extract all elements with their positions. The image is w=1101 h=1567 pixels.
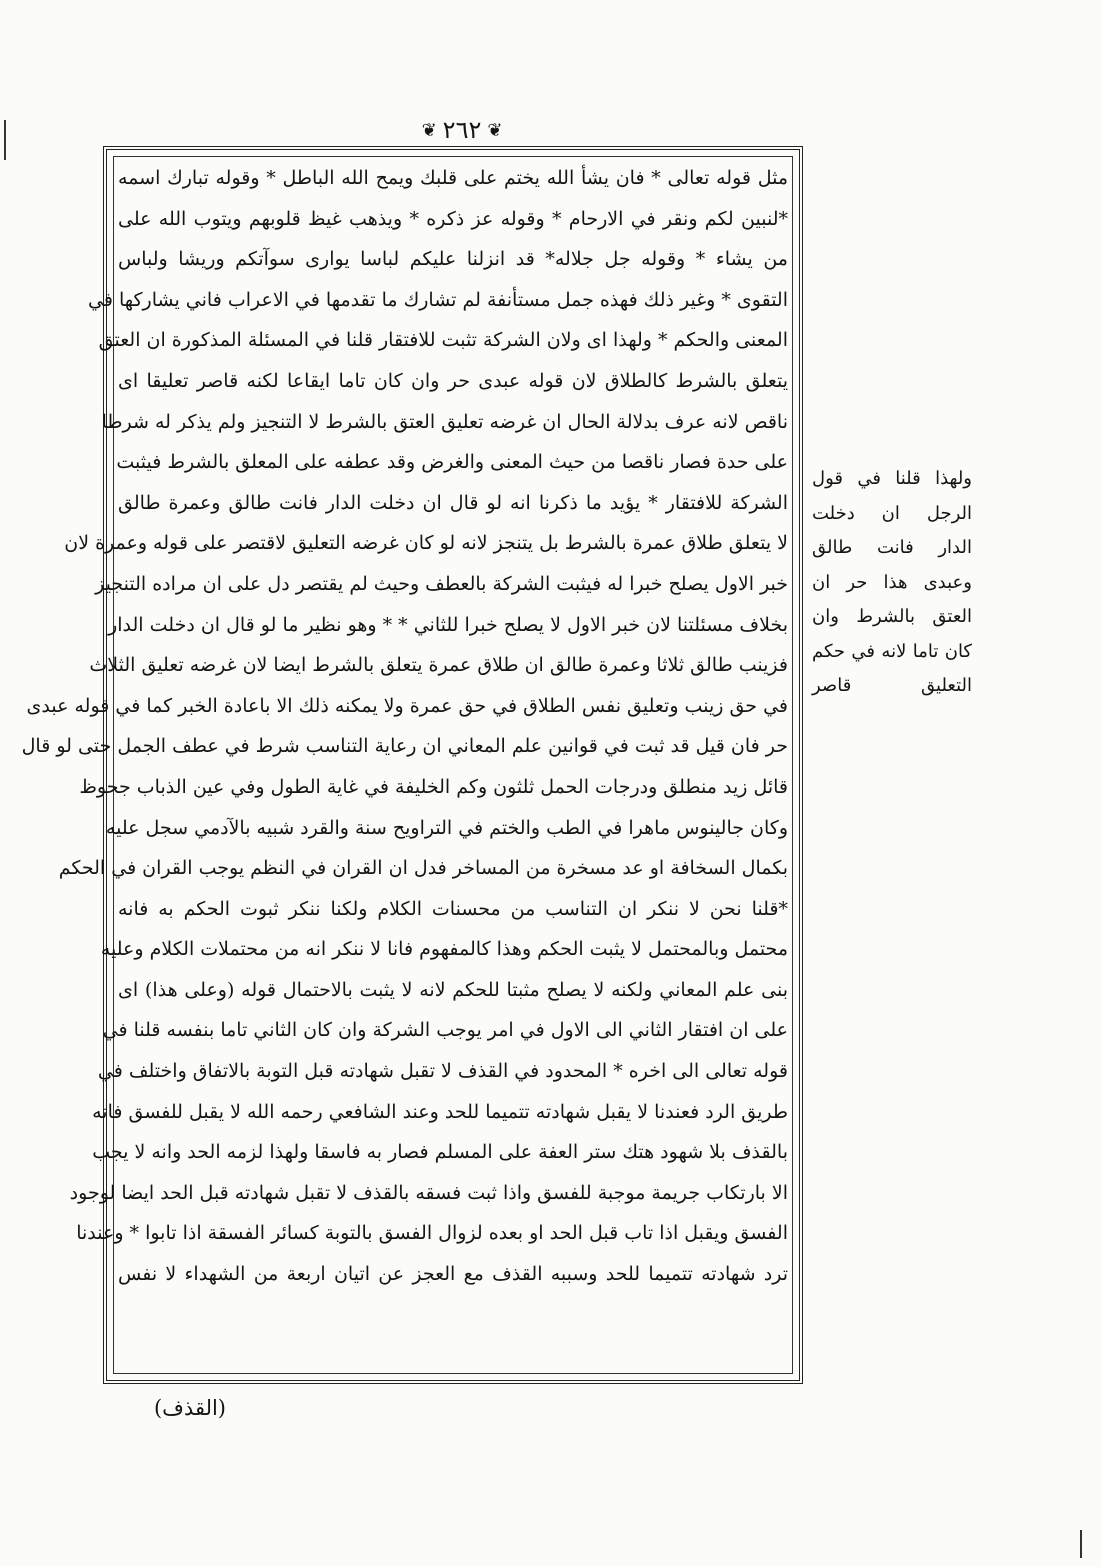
text-line: ناقص لانه عرف بدلالة الحال ان غرضه تعليق العتق بالشرط لا التنجيز ولم يذكر له شرطا — [101, 410, 788, 433]
text-line: *لنبين لكم ونقر في الارحام * وقوله عز ذكره * ويذهب غيظ قلوبهم ويتوب الله على — [118, 207, 788, 230]
ornament-right-icon: ❦ — [487, 119, 503, 141]
margin-note — [812, 462, 972, 704]
text-line: فزينب طالق ثلاثا وعمرة طالق ان طلاق عمرة يتعلق بالشرط ايضا لان غرضه تعليق الثلاث — [89, 654, 788, 677]
page-number-text: ٢٦٢ — [442, 116, 482, 144]
scan-edge-mark — [4, 120, 6, 160]
text-line: *قلنا نحن لا ننكر ان التناسب من محسنات الكلام ولكنا ننكر ثبوت الحكم به فانه — [118, 897, 788, 920]
text-line: ترد شهادته تتميما للحد وسببه القذف مع العجز عن اتيان اربعة من الشهداء لا نفس — [118, 1263, 788, 1286]
text-line: الفسق ويقبل اذا تاب قبل الحد او بعده لزوال الفسق بالتوبة كسائر الفسقة اذا تابوا * وعندنا — [76, 1222, 788, 1245]
text-line: المعنى والحكم * ولهذا اى ولان الشركة تثبت للافتقار قلنا في المسئلة المذكورة ان العتق — [98, 329, 788, 352]
text-line: محتمل وبالمحتمل لا يثبت الحكم وهذا كالمفهوم فانا لا ننكر انه من محتملات الكلام وعليه — [100, 938, 788, 961]
text-line: بخلاف مسئلتنا لان خبر الاول لا يصلح خبرا للثاني * * وهو نظير ما لو قال ان دخلت الدار — [108, 613, 788, 636]
margin-note-line: ولهذا قلنا في قول — [812, 468, 972, 489]
text-line: بكمال السخافة او عد مسخرة من المساخر فدل ان القران في النظم يوجب القران في الحكم — [58, 857, 788, 880]
text-line: الشركة للافتقار * يؤيد ما ذكرنا انه لو قال ان دخلت الدار فانت طالق وعمرة طالق — [118, 491, 788, 514]
margin-note-line: وعبدى هذا حر ان — [812, 571, 972, 593]
main-text-body — [21, 158, 788, 1376]
text-line: حر فان قيل قد ثبت في قوانين علم المعاني ان رعاية التناسب شرط في عطف الجمل حتى لو قال — [21, 735, 788, 758]
margin-note-line: الرجل ان دخلت — [812, 502, 972, 524]
ornament-left-icon: ❦ — [421, 119, 437, 141]
text-line: بنى علم المعاني ولكنه لا يصلح مثبتا للحكم لانه لا يثبت بالاحتمال قوله (وعلى هذا) اى — [118, 978, 788, 1001]
margin-note-line: العتق بالشرط وان — [812, 606, 972, 627]
margin-note-line: التعليق قاصر — [812, 675, 972, 696]
text-line: قائل زيد منطلق ودرجات الحمل ثلثون وكم الخليفة في غاية الطول وفي عين الذباب جحوظ — [79, 775, 788, 798]
page-number — [412, 112, 512, 148]
text-line: التقوى * وغير ذلك فهذه جمل مستأنفة لم تشارك ما تقدمها في الاعراب فاني يشاركها في — [88, 288, 788, 311]
text-line: يتعلق بالشرط كالطلاق لان قوله عبدى حر وان كان تاما ايقاعا لكنه قاصر تعليقا اى — [118, 369, 788, 392]
text-line: طريق الرد فعندنا لا يقبل شهادته تتميما للحد وعند الشافعي رحمه الله لا يقبل للفسق فانه — [92, 1100, 788, 1123]
text-line: على ان افتقار الثاني الى الاول في امر يوجب الشركة وان كان الثاني تاما بنفسه قلنا في — [102, 1019, 788, 1042]
margin-note-line: الدار فانت طالق — [812, 537, 972, 558]
text-line: على حدة فصار ناقصا من حيث المعنى والغرض وقد عطفه على المعلق بالشرط فيثبت — [116, 451, 788, 474]
text-line: وكان جالينوس ماهرا في الطب والختم في التراويح سنة والقرد شبيه بالآدمي سجل عليه — [105, 816, 788, 839]
text-line: قوله تعالى الى اخره * المحدود في القذف لا تقبل شهادته قبل التوبة بالاتفاق واختلف في — [97, 1060, 788, 1083]
text-line: لا يتعلق طلاق عمرة بالشرط بل يتنجز لانه لو كان غرضه التعليق لاقتصر على قوله وعمرة لان — [64, 532, 788, 555]
scan-edge-mark — [1080, 1530, 1082, 1558]
text-line: في حق زينب وتعليق نفس الطلاق في حق عمرة ولا يمكنه ذلك الا باعادة الخبر كما في قوله عبدى — [26, 694, 788, 717]
margin-note-line: كان تاما لانه في حكم — [812, 640, 972, 662]
text-line: مثل قوله تعالى * فان يشأ الله يختم على قلبك ويمح الله الباطل * وقوله تبارك اسمه — [118, 167, 788, 189]
text-line: من يشاء * وقوله جل جلاله* قد انزلنا عليكم لباسا يوارى سوآتكم وريشا ولباس — [118, 248, 788, 271]
text-line: الا بارتكاب جريمة موجبة للفسق واذا ثبت فسقه بالقذف لا تقبل شهادته قبل الحد ايضا لوجود — [69, 1181, 788, 1204]
text-line: بالقذف بلا شهود هتك ستر العفة على المسلم فصار به فاسقا ولهذا لزمه الحد وانه لا يجب — [92, 1141, 788, 1164]
catchword: (القذف) — [153, 1396, 227, 1420]
text-line: خبر الاول يصلح خبرا له فيثبت الشركة بالعطف وحيث لم يقتصر دل على ان مراده التنجيز — [95, 572, 788, 595]
